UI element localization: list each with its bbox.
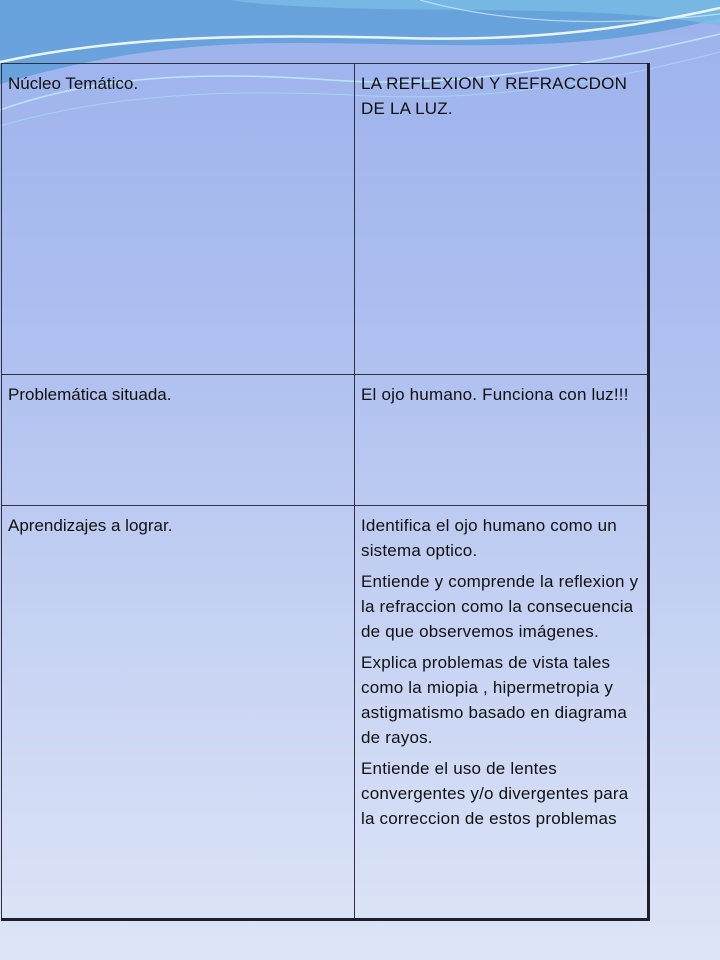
value-nucleo-tematico [355, 64, 649, 375]
learning-goal-item: Entiende el uso de lentes convergentes y/o divergentes para la correccion de estos problemas [361, 759, 629, 828]
table-row-nucleo-tematico [2, 64, 649, 375]
table-row-problematica-situada [2, 375, 649, 506]
learning-goal-item: Entiende y comprende la reflexion y la refraccion como la consecuencia de que observemos imágenes. [361, 572, 639, 641]
value-aprendizajes [355, 506, 649, 920]
learning-goal-item: Identifica el ojo humano como un sistema optico. [361, 516, 617, 560]
label-aprendizajes: Aprendizajes a lograr. [2, 506, 355, 920]
value-problematica-situada [355, 375, 649, 506]
lesson-plan-table [1, 63, 650, 921]
problem-text: El ojo humano. Funciona con luz!!! [361, 385, 629, 404]
label-nucleo-tematico: Núcleo Temático. [2, 64, 355, 375]
label-problematica-situada: Problemática situada. [2, 375, 355, 506]
topic-title-text: LA REFLEXION Y REFRACCDON DE LA LUZ. [361, 74, 628, 118]
table-row-aprendizajes [2, 506, 649, 920]
learning-goal-item: Explica problemas de vista tales como la miopia , hipermetropia y astigmatismo basado en diagrama de rayos. [361, 653, 628, 747]
